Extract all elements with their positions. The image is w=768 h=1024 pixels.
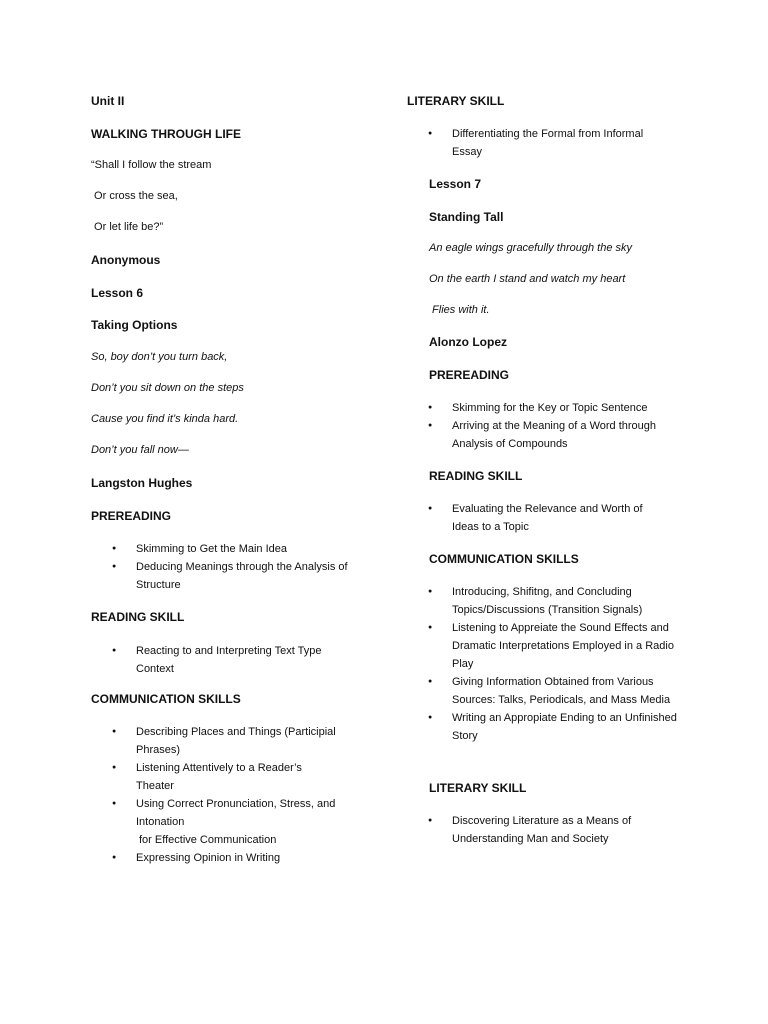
list-item: ● Expressing Opinion in Writing [112,849,342,867]
list-item: ● Skimming to Get the Main Idea [112,540,362,558]
communication-skills-heading: COMMUNICATION SKILLS [91,692,241,706]
list-item [112,795,342,849]
lesson-title: Standing Tall [429,210,504,224]
unit-title: WALKING THROUGH LIFE [91,127,241,141]
list-item: ● Discovering Literature as a Means of Understanding Man and Society [428,812,668,848]
list-item: ● Giving Information Obtained from Various Sources: Talks, Periodicals, and Mass Media [428,673,688,709]
poem-line: So, boy don’t you turn back, [91,351,228,363]
poem-author: Anonymous [91,253,161,267]
literary-skill-heading: LITERARY SKILL [407,94,505,108]
list-item: ● Introducing, Shifitng, and Concluding Topics/Discussions (Transition Signals) [428,583,688,619]
lesson-number: Lesson 7 [429,177,482,191]
communication-skills-heading: COMMUNICATION SKILLS [429,552,579,566]
poem-line: Or let life be?” [91,221,164,233]
poem-line: Don’t you sit down on the steps [91,382,244,394]
reading-skill-list [428,500,668,536]
communication-skills-list [112,723,342,867]
literary-skill-list [428,812,668,848]
reading-skill-heading: READING SKILL [429,469,523,483]
list-item: ● Evaluating the Relevance and Worth of Ideas to a Topic [428,500,668,536]
reading-skill-heading: READING SKILL [91,610,185,624]
poem-line: Or cross the sea, [91,190,178,202]
list-item: ● Describing Places and Things (Participial Phrases) [112,723,342,759]
poem-line: Don’t you fall now— [91,444,189,456]
list-item-continuation: for Effective Communication [139,834,277,846]
poem-line: Cause you find it’s kinda hard. [91,413,239,425]
poem-line: “Shall I follow the stream [91,159,212,171]
unit-label: Unit II [91,94,125,108]
list-item: ● Reacting to and Interpreting Text Type Context [112,642,332,678]
list-item: ● Listening Attentively to a Reader’s Theater [112,759,342,795]
poem-author: Langston Hughes [91,476,193,490]
list-item: ● Deducing Meanings through the Analysis of Structure [112,558,362,594]
prereading-heading: PREREADING [91,509,172,523]
literary-skill-heading: LITERARY SKILL [429,781,527,795]
list-item: ● Arriving at the Meaning of a Word through Analysis of Compounds [428,417,688,453]
poem-line: On the earth I stand and watch my heart [429,273,626,285]
list-item: ● Listening to Appreiate the Sound Effects and Dramatic Interpretations Employed in a Radio Play [428,619,688,673]
reading-skill-list [112,642,332,678]
poem-line: Flies with it. [429,304,490,316]
prereading-list [112,540,362,594]
poem-author: Alonzo Lopez [429,335,507,349]
list-item: ● Writing an Appropiate Ending to an Unfinished Story [428,709,688,745]
list-item: ● Skimming for the Key or Topic Sentence [428,399,688,417]
communication-skills-list [428,583,688,745]
list-item-text: Using Correct Pronunciation, Stress, and Intonation [136,798,336,828]
list-item: ● Differentiating the Formal from Informal Essay [428,125,658,161]
lesson-number: Lesson 6 [91,286,144,300]
poem-line: An eagle wings gracefully through the sky [429,242,633,254]
prereading-list [428,399,688,453]
lesson-title: Taking Options [91,318,178,332]
prereading-heading: PREREADING [429,368,510,382]
literary-skill-list [428,125,658,161]
